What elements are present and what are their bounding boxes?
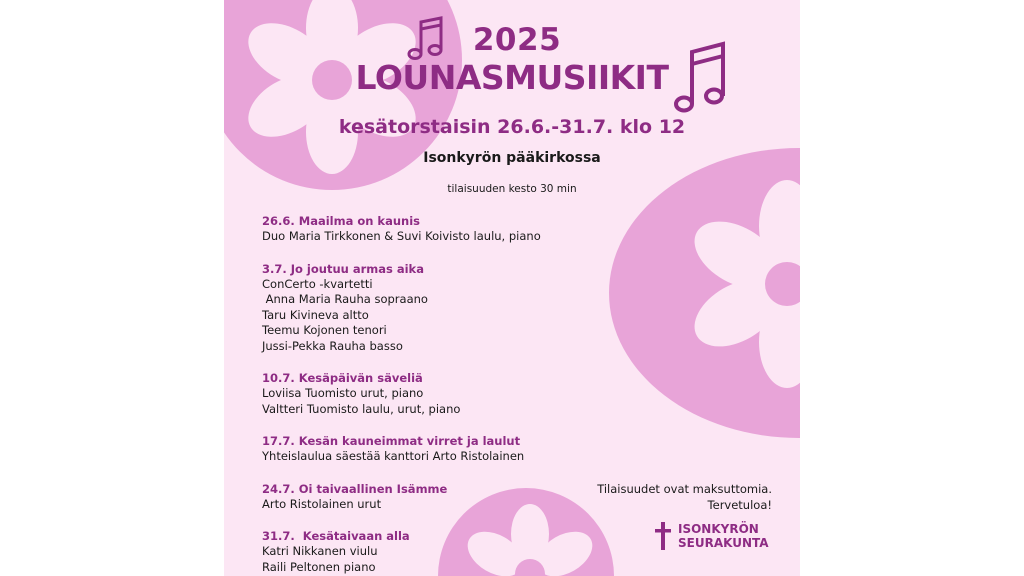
event-performer: Katri Nikkanen viulu — [262, 544, 378, 558]
program-list — [262, 213, 541, 576]
program-event — [262, 370, 541, 417]
parish-logo — [654, 522, 769, 550]
poster-subtitle: kesätorstaisin 26.6.-31.7. klo 12 — [338, 116, 686, 138]
logo-text — [678, 522, 769, 550]
event-performer: Taru Kivineva altto — [262, 307, 369, 322]
event-title: 3.7. Jo joutuu armas aika — [262, 261, 424, 276]
logo-line: SEURAKUNTA — [678, 536, 769, 550]
poster-year: 2025 — [472, 22, 562, 58]
event-performer: Jussi-Pekka Rauha basso — [262, 338, 403, 353]
program-event — [262, 528, 541, 575]
note-line: Tilaisuudet ovat maksuttomia. — [597, 482, 772, 496]
program-event — [262, 261, 541, 355]
event-performer: ConCerto -kvartetti — [262, 276, 373, 291]
event-title: 17.7. Kesän kauneimmat virret ja laulut — [262, 434, 521, 448]
event-performer: Duo Maria Tirkkonen & Suvi Koivisto laulu, piano — [262, 229, 541, 243]
event-performer: Anna Maria Rauha sopraano — [262, 292, 428, 306]
venue-text: Isonkyrön pääkirkossa — [423, 150, 601, 166]
free-entry-note — [597, 481, 772, 513]
event-title: 10.7. Kesäpäivän säveliä — [262, 371, 423, 385]
poster-title: LOUNASMUSIIKIT — [355, 58, 669, 97]
event-title: 31.7. Kesätaivaan alla — [262, 529, 410, 543]
note-line: Tervetuloa! — [707, 498, 772, 512]
event-performer: Loviisa Tuomisto urut, piano — [262, 386, 424, 400]
event-performer: Valtteri Tuomisto laulu, urut, piano — [262, 401, 461, 416]
program-event — [262, 433, 541, 465]
event-performer: Raili Peltonen piano — [262, 559, 376, 574]
event-performer: Yhteislaulua säestää kanttori Arto Ristolainen — [262, 449, 525, 463]
event-performer: Teemu Kojonen tenori — [262, 323, 387, 337]
event-poster — [224, 0, 800, 576]
event-title: 26.6. Maailma on kaunis — [262, 214, 421, 228]
event-performer: Arto Ristolainen urut — [262, 496, 382, 511]
event-title: 24.7. Oi taivaallinen Isämme — [262, 481, 448, 496]
logo-line: ISONKYRÖN — [678, 522, 759, 536]
cross-icon — [654, 522, 672, 550]
program-event — [262, 213, 541, 245]
duration-text: tilaisuuden kesto 30 min — [447, 183, 577, 195]
program-event — [262, 481, 541, 513]
